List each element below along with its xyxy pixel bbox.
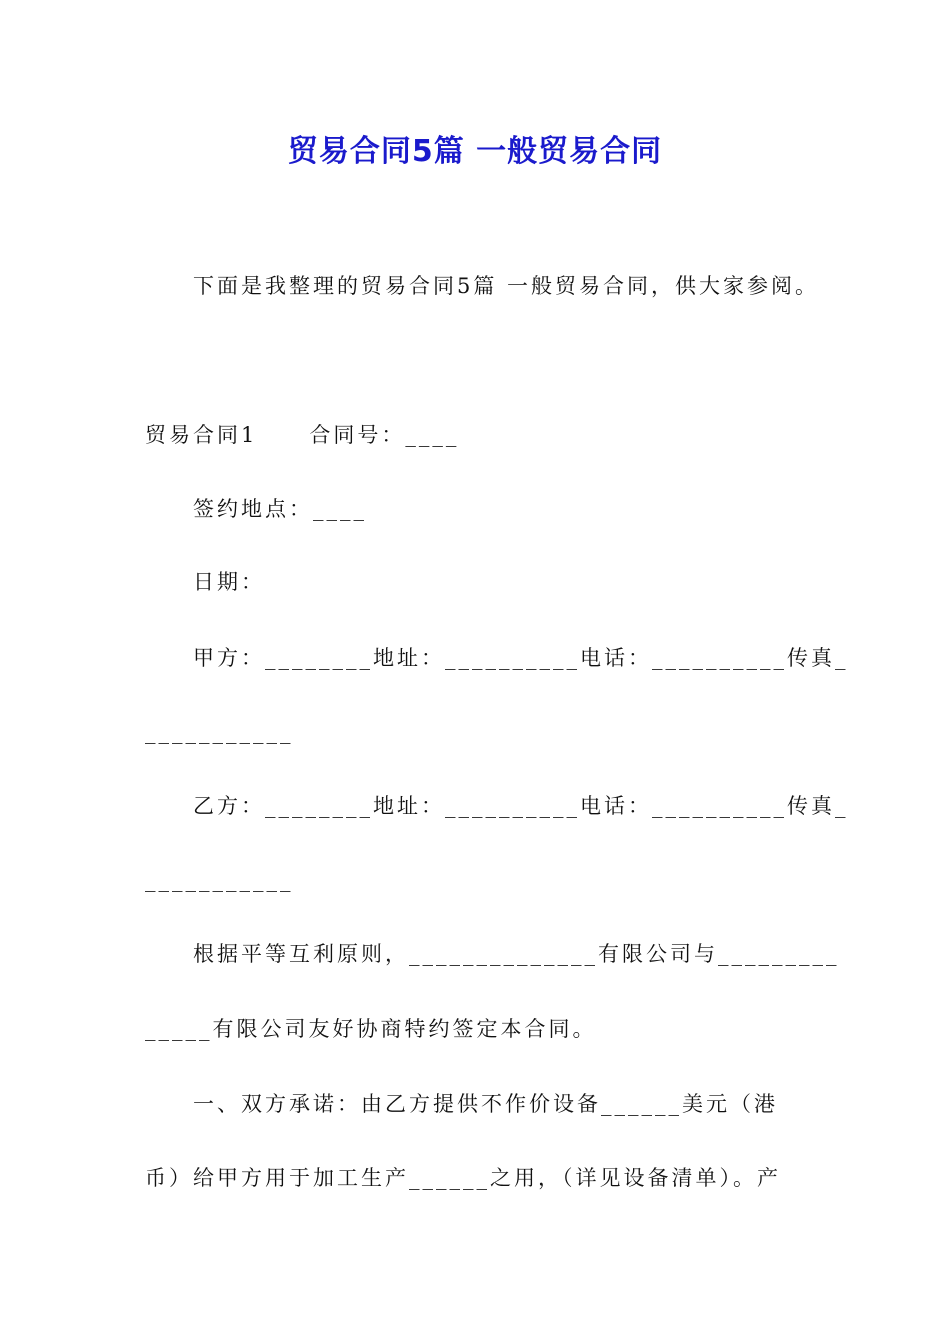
party-a-line-2: ___________ <box>145 720 294 744</box>
contract-date: 日期： <box>193 570 265 594</box>
document-title: 贸易合同5篇 一般贸易合同 <box>287 134 663 169</box>
clause-1-line-2: 币）给甲方用于加工生产______之用，（详见设备清单）。产 <box>145 1166 781 1190</box>
principle-line-2: _____有限公司友好协商特约签定本合同。 <box>145 1017 597 1041</box>
party-b-line-1: 乙方：________地址：__________电话：__________传真_ <box>193 794 849 818</box>
contract-heading: 贸易合同1 <box>145 423 258 447</box>
party-b-line-2: ___________ <box>145 868 294 892</box>
intro-paragraph: 下面是我整理的贸易合同5篇 一般贸易合同，供大家参阅。 <box>193 274 820 298</box>
sign-place: 签约地点：____ <box>193 497 367 521</box>
clause-1-line-1: 一、双方承诺：由乙方提供不作价设备______美元（港 <box>193 1092 778 1116</box>
principle-line-1: 根据平等互利原则，______________有限公司与_________ <box>193 942 840 966</box>
contract-number: 合同号：____ <box>309 423 460 447</box>
party-a-line-1: 甲方：________地址：__________电话：__________传真_ <box>193 646 849 670</box>
contract-heading-line <box>145 419 459 451</box>
